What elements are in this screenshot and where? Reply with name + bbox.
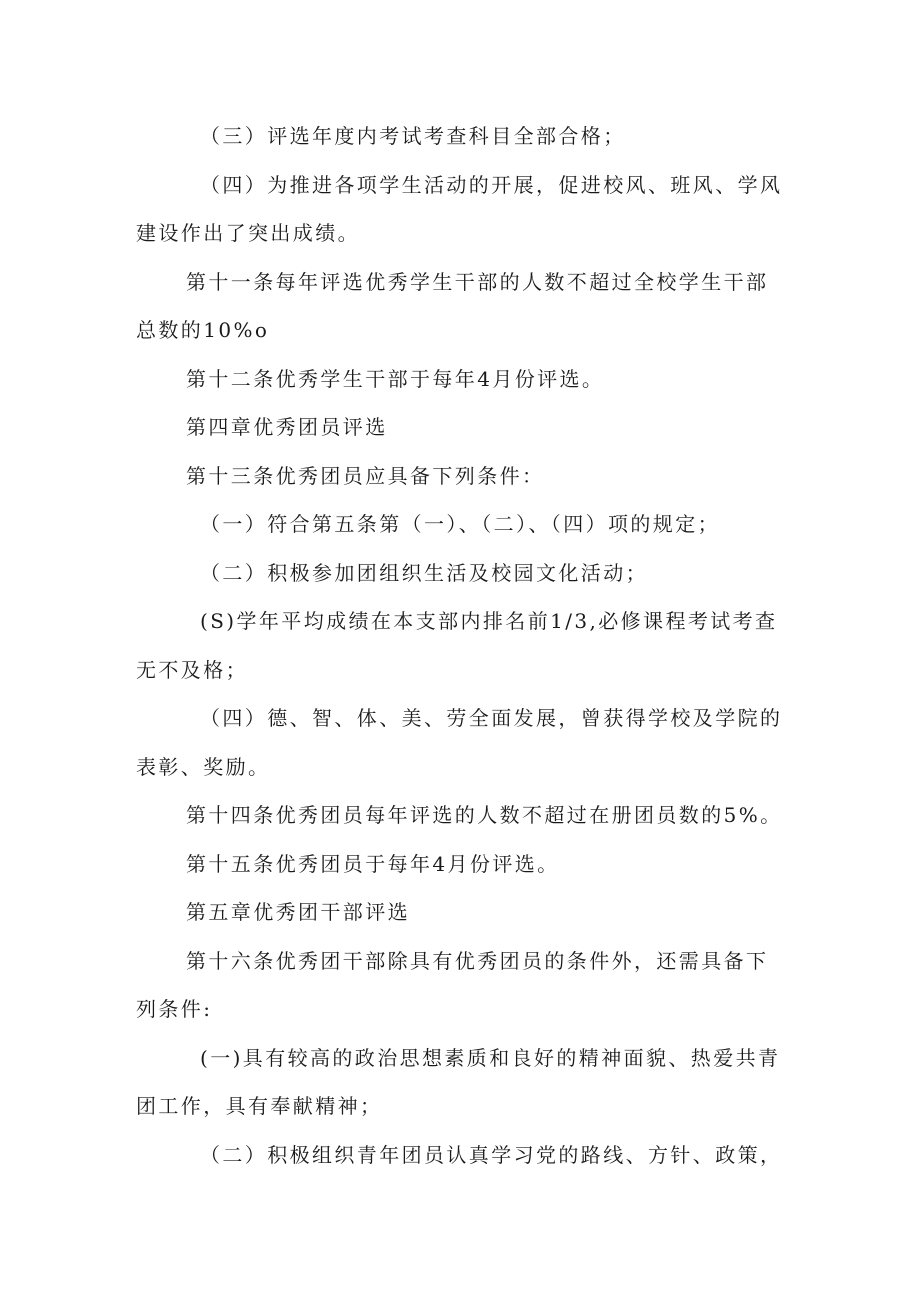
paragraph-cadre-condition-2: （二）积极组织青年团员认真学习党的路线、方针、政策， (200, 1142, 783, 1167)
paragraph-cadre-condition-1: (一)具有较高的政治思想素质和良好的精神面貌、热爱共青团工作，具有奉献精神； (136, 1045, 781, 1118)
paragraph-article-16: 第十六条优秀团干部除具有优秀团员的条件外，还需具备下列条件: (136, 948, 769, 1021)
paragraph-item-3-exam-pass: （三）评选年度内考试考查科目全部合格； (200, 124, 626, 148)
paragraph-article-13: 第十三条优秀团员应具备下列条件： (186, 463, 545, 488)
paragraph-article-11: 第十一条每年评选优秀学生干部的人数不超过全校学生干部总数的10%o (136, 269, 769, 342)
paragraph-condition-2: （二）积极参加团组织生活及校园文化活动； (200, 560, 648, 585)
paragraph-condition-4: （四）德、智、体、美、劳全面发展，曾获得学校及学院的表彰、奖励。 (136, 706, 783, 779)
paragraph-article-12: 第十二条优秀学生干部于每年4月份评选。 (186, 366, 605, 391)
paragraph-article-15: 第十五条优秀团员于每年4月份评选。 (186, 851, 560, 876)
paragraph-condition-3: (S)学年平均成绩在本支部内排名前1/3,必修课程考试考查无不及格； (136, 609, 778, 682)
document-body (136, 112, 788, 1179)
paragraph-item-4-activities: （四）为推进各项学生活动的开展，促进校风、班风、学风建设作出了突出成绩。 (136, 172, 783, 245)
chapter-5-heading: 第五章优秀团干部评选 (186, 900, 410, 924)
paragraph-article-14: 第十四条优秀团员每年评选的人数不超过在册团员数的5%。 (186, 803, 783, 827)
chapter-4-heading: 第四章优秀团员评选 (186, 415, 388, 439)
paragraph-condition-1: （一）符合第五条第（一）、（二）、（四）项的规定； (200, 512, 720, 536)
